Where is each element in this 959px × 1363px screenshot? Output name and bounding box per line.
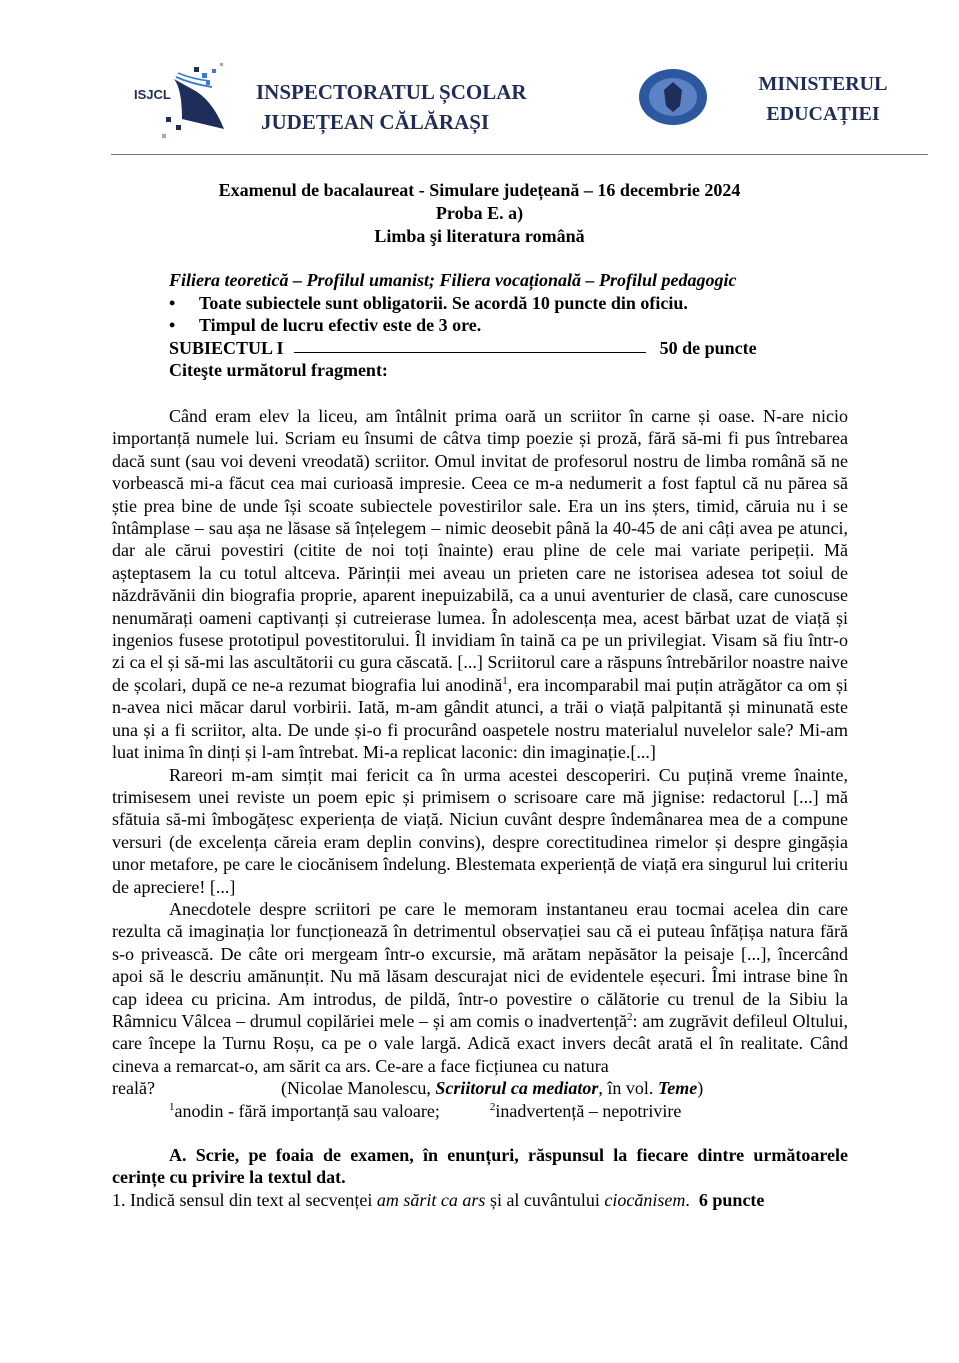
paragraph-1-part-a: Când eram elev la liceu, am întâlnit prima oară un scriitor în carne și oase. N-are nicio importanță numele lui. Scriam eu însumi de câtva timp poezie și proză, fără să-mi fi pus întrebarea dacă sunt (sau voi deveni vreodată) scriitor. Omul invitat de profesorul nostru de limba română să ne vorbească mi-a făcut cea mai curioasă impresie. Ceea ce m-a nedumerit a fost faptul că nu părea să știe prea bine de unde își scoate subiectele povestirilor sale. Era un ins șters, timid, căruia nu i se întâmplase – sau așa ne lăsase să înțelegem – nimic deosebit până la 40-45 de ani câți avea pe atunci, dar ale cărui povestiri (citite de noi toți înainte) erau pline de cele mai variate peripeții. Mă așteptasem la cu totul altceva. Părinții mei aveau un prieten care ne istorisea adesea tot soiul de năzdrăvănii din biografia proprie, aparent inepuizabilă, ca a unui aventurier de clasă, care cunoscuse nenumărați oameni captivanți și cutreierase lumea. În adolescența mea, acest bărbat uzat de viață și ingenios fusese prototipul povestitorului. Îl invidiam în taină ca pe un privilegiat. Visam să fiu într-o zi ca el și să-mi las ascultătorii cu gura căscată. [...] Scriitorul care a răspuns întrebărilor noastre naive de școlari, după ce ne-a rezumat biografia lui anodină [112,406,848,695]
exam-meta [169,269,859,382]
footnote-2-mark: 2 [489,1100,496,1113]
rule-item: • Timpul de lucru efectiv este de 3 ore. [199,314,859,337]
paragraph-3-part-b: : am zugrăvit defileul Oltului, care începe la Turnu Roșu, ca pe o vale largă. Adică exact invers decât arată el în realitate. Când cineva a remarcat-o, am sărit ca ars. Ce-are a face ficțiunea cu natura [112,1010,848,1076]
paragraph-3-end: reală? [112,1078,155,1099]
ministry-name [740,69,906,129]
subject-points: 50 de puncte [659,337,757,358]
ministry-line1: MINISTERUL [758,73,888,95]
subject-line [169,337,859,360]
question-1-term-1: am sărit ca ars [376,1189,486,1210]
exam-title-line1: Examenul de bacalaureat - Simulare județeană – 16 decembrie 2024 [218,180,741,200]
page-header [0,55,959,155]
question-1 [112,1189,848,1211]
footnotes [112,1100,848,1122]
question-1-term-2: ciocănisem [604,1189,686,1210]
paragraph-1 [112,405,848,764]
footnote-2: inadvertență – nepotrivire [495,1100,682,1121]
paragraph-3-part-a: Anecdotele despre scriitori pe care le memoram instantaneu erau tocmai acelea din care rezulta că imaginația lor funcționează în detrimentul observației sau că ei puteau înfățișa natura fără s-o privească. De câte ori mergeam într-o excursie, mă arătam nepăsător la peisaje [...], încercând apoi să le descriu amănunțit. Nu mă lăsam descurajat nici de evidentele eșecuri. Îmi intrase bine în cap ideea cu pricina. Am introdus, de pildă, într-o povestire o călătorie cu trenul de la Sibiu la Râmnicu Vâlcea – drumul copilăriei mele – și am comis o inadvertență [112,898,848,1031]
isj-line1: INSPECTORATUL ȘCOLAR [256,80,527,104]
isj-name [256,77,527,137]
citation [155,1078,703,1098]
isj-line2: JUDEȚEAN CĂLĂRAȘI [261,110,490,134]
citation-volume: Teme [657,1078,698,1099]
isjcl-logo [132,59,227,139]
exam-title [0,179,959,248]
exam-title-line3: Limba şi literatura română [374,226,585,246]
government-seal-icon [638,68,708,126]
footnote-mark-2: 2 [626,1010,633,1023]
paragraph-3 [112,898,848,1077]
question-1-points: 6 puncte [698,1189,765,1210]
exam-title-line2: Proba E. a) [435,203,524,223]
subject-label: SUBIECTUL I [169,337,284,358]
task-heading: A. Scrie, pe foaia de examen, în enunțuri, răspunsul la fiecare dintre următoarele cerințe cu privire la textul dat. [112,1145,848,1188]
isjcl-logo-text: ISJCL [134,87,171,102]
question-1-text: 1. Indică sensul din text al secvenței [112,1189,377,1210]
paragraph-1-part-b: , era incomparabil mai puțin atrăgător ca om și n-avea nici măcar darul vorbirii. Iată, m-am gândit atunci, a trăi o viață palpitantă și minunată este una și a fi scriitor, alta. De unde și-o fi procurând oaspetele nostru materialul nuvelelor sale? Mi-am luat inima în dinți și l-am întrebat. Mi-a replicat laconic: din imaginație.[...] [112,674,849,763]
footnote-mark-1: 1 [502,674,508,687]
citation-title: Scriitorul ca mediator [435,1078,599,1099]
question-1-end: . [685,1189,699,1210]
citation-mid: , în vol. [598,1078,658,1099]
reading-instruction: Citeşte următorul fragment: [169,360,388,380]
rule-item: • Toate subiectele sunt obligatorii. Se acordă 10 puncte din oficiu. [199,292,859,315]
citation-author: (Nicolae Manolescu, [280,1078,436,1099]
footnote-1: anodin - fără importanță sau valoare; [174,1100,440,1121]
question-1-mid: și al cuvântului [485,1189,605,1210]
fragment-text [112,405,848,1211]
paragraph-2: Rareori m-am simțit mai fericit ca în urma acestei descoperiri. Cu puțină vreme înainte, trimisesem unei reviste un poem epic și primisem o scrisoare care mă jignise: redactorul [...] mă sfătuia să-mi îmbogățesc experiența de viață. Niciun cuvânt despre îndemânarea mea de a compune versuri (de excelența căreia eram deplin convins), despre corectitudinea rimelor și despre gingășia unor metafore, pe care le ciocănisem îndelung. Blestemata experiență de viață era singurul lui criteriu de apreciere! [...] [112,764,848,897]
header-divider [111,154,928,155]
subject-underline [294,337,646,353]
profile-line: Filiera teoretică – Profilul umanist; Filiera vocațională – Profilul pedagogic [169,270,737,290]
citation-close: ) [697,1078,704,1099]
rules-list [169,292,859,337]
footnote-1-mark: 1 [169,1100,175,1113]
ministry-line2: EDUCAȚIEI [766,103,880,125]
source-line [112,1077,848,1099]
